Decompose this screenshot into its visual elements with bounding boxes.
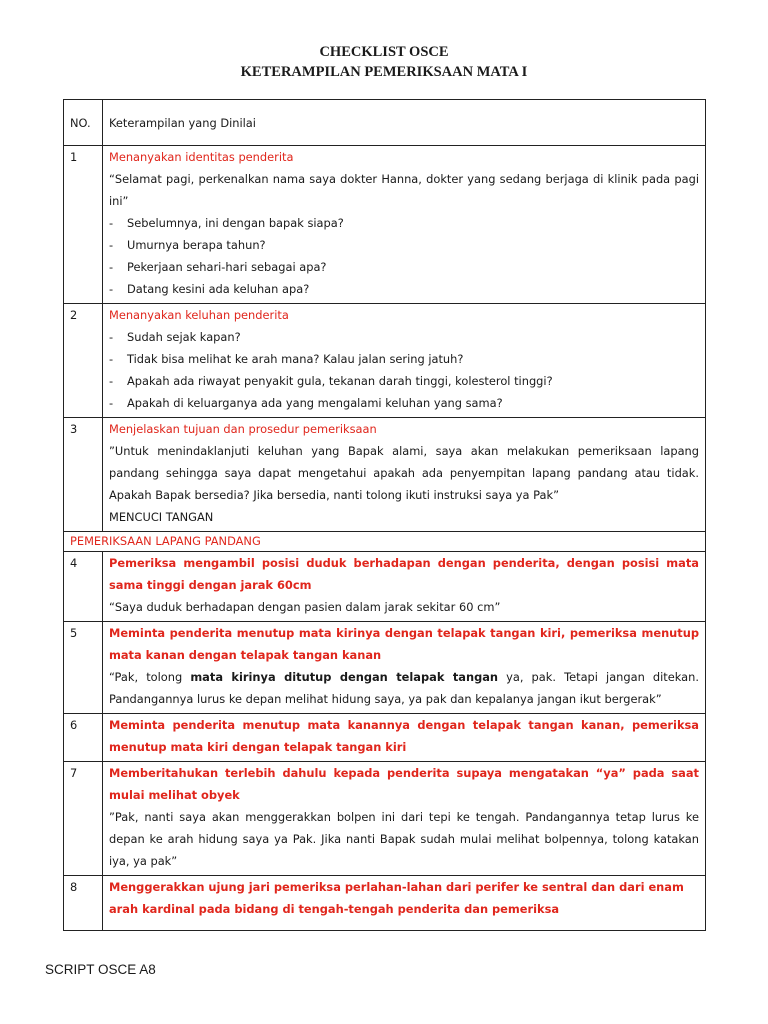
row-number: 5 [64,622,103,714]
row-content [103,418,706,532]
row-heading: Pemeriksa mengambil posisi duduk berhadapan dengan penderita, dengan posisi mata sama tinggi dengan jarak 60cm [109,556,699,592]
section-row [64,532,706,552]
row-content [103,714,706,762]
page-footer: SCRIPT OSCE A8 [45,962,156,977]
table-row [64,876,706,931]
list-item: - Apakah di keluarganya ada yang mengalami keluhan yang sama? [109,392,699,414]
row-number: 6 [64,714,103,762]
row-quote [109,666,699,710]
table-row [64,146,706,304]
table-row [64,622,706,714]
list-item: - Pekerjaan sehari-hari sebagai apa? [109,256,699,278]
row-heading: Meminta penderita menutup mata kirinya dengan telapak tangan kiri, pemeriksa menutup mata kanan dengan telapak tangan kanan [109,626,699,662]
column-header-skill: Keterampilan yang Dinilai [103,100,706,146]
row-content [103,762,706,876]
row-content [103,304,706,418]
table-row [64,304,706,418]
list-item: - Sebelumnya, ini dengan bapak siapa? [109,212,699,234]
document-header [0,42,768,82]
hand-washing-note: MENCUCI TANGAN [109,510,214,524]
row-content [103,876,706,931]
list-item: - Datang kesini ada keluhan apa? [109,278,699,300]
section-heading: PEMERIKSAAN LAPANG PANDANG [64,532,706,552]
document-subtitle: KETERAMPILAN PEMERIKSAAN MATA I [240,64,528,80]
quote-start: “Pak, tolong [109,670,191,684]
row-content [103,146,706,304]
row-heading: Meminta penderita menutup mata kanannya dengan telapak tangan kanan, pemeriksa menutup mata kiri dengan telapak tangan kiri [109,718,699,754]
quote-emphasis: mata kirinya ditutup dengan telapak tangan [190,670,499,684]
table-row [64,762,706,876]
list-item: - Apakah ada riwayat penyakit gula, tekanan darah tinggi, kolesterol tinggi? [109,370,699,392]
row-content [103,622,706,714]
row-number: 1 [64,146,103,304]
row-quote: ”Pak, nanti saya akan menggerakkan bolpen ini dari tepi ke tengah. Pandangannya tetap lurus ke depan ke arah hidung saya ya Pak. Jika nanti Bapak sudah mulai melihat bolpennya, tolong katakan iya, ya pak” [109,810,699,868]
quote-end: ya, pak. Tetapi jangan ditekan. Pandangannya lurus ke depan melihat hidung saya, ya pak dan kepalanya jangan ikut bergerak” [109,670,699,706]
row-quote: “Saya duduk berhadapan dengan pasien dalam jarak sekitar 60 cm” [109,600,501,614]
table-row [64,552,706,622]
row-content [103,552,706,622]
row-number: 4 [64,552,103,622]
list-item: - Tidak bisa melihat ke arah mana? Kalau jalan sering jatuh? [109,348,699,370]
row-number: 7 [64,762,103,876]
checklist-table [63,99,706,931]
table-header-row [64,100,706,146]
row-number: 3 [64,418,103,532]
table-row [64,714,706,762]
row-heading: Memberitahukan terlebih dahulu kepada penderita supaya mengatakan “ya” pada saat mulai melihat obyek [109,766,699,802]
row-number: 8 [64,876,103,931]
table-row [64,418,706,532]
row-heading: Menanyakan keluhan penderita [109,308,289,322]
row-number: 2 [64,304,103,418]
row-heading: Menjelaskan tujuan dan prosedur pemeriksaan [109,422,377,436]
row-heading: Menanyakan identitas penderita [109,150,294,164]
list-item: - Sudah sejak kapan? [109,326,699,348]
row-heading: Menggerakkan ujung jari pemeriksa perlahan-lahan dari perifer ke sentral dan dari enam arah kardinal pada bidang di tengah-tengah penderita dan pemeriksa [109,880,684,916]
document-title: CHECKLIST OSCE [319,44,449,60]
column-header-no: NO. [64,100,103,146]
row-quote: ”Untuk menindaklanjuti keluhan yang Bapak alami, saya akan melakukan pemeriksaan lapang pandang sehingga saya dapat mengetahui apakah ada penyempitan lapang pandang atau tidak. Apakah Bapak bersedia? Jika bersedia, nanti tolong ikuti instruksi saya ya Pak” [109,444,699,502]
list-item: - Umurnya berapa tahun? [109,234,699,256]
row-quote: “Selamat pagi, perkenalkan nama saya dokter Hanna, dokter yang sedang berjaga di klinik pada pagi ini” [109,172,699,208]
